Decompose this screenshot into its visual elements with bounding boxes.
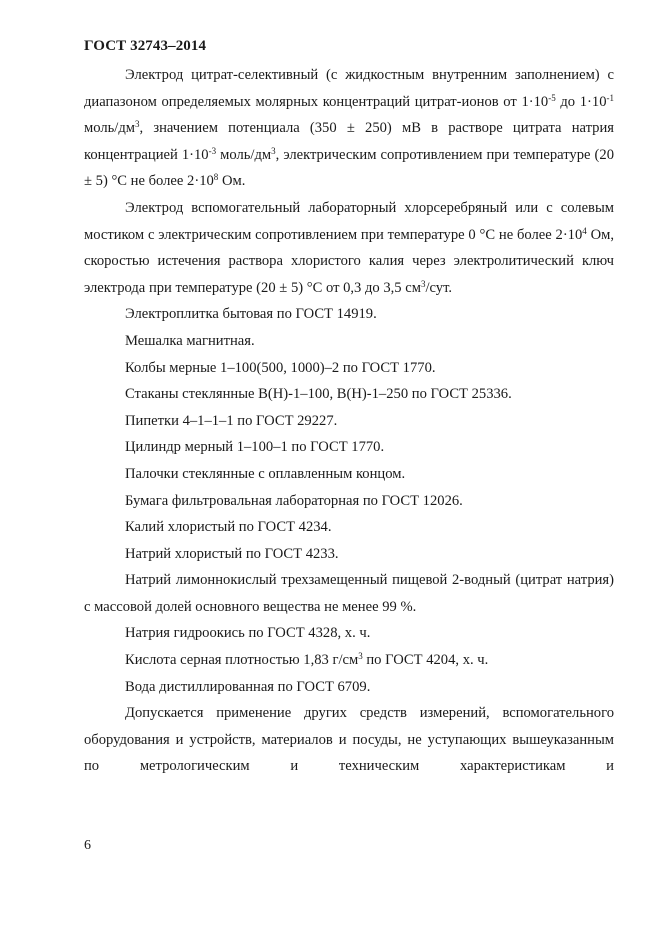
list-item: Мешалка магнитная. xyxy=(125,332,255,349)
list-item: Бумага фильтровальная лабораторная по ГОСТ 12026. xyxy=(125,492,463,509)
list-item: Колбы мерные 1–100(500, 1000)–2 по ГОСТ 1770. xyxy=(125,359,436,376)
list-item: Натрий хлористый по ГОСТ 4233. xyxy=(125,545,339,562)
list-item: Палочки стеклянные с оплавленным концом. xyxy=(125,465,406,482)
list-item: Пипетки 4–1–1–1 по ГОСТ 29227. xyxy=(125,412,338,429)
paragraph-sodium-citrate: Натрий лимоннокислый трехзамещенный пищевой 2-водный (цитрат натрия) с массовой долей основного вещества не менее 99 %. xyxy=(84,572,614,615)
list-item: Калий хлористый по ГОСТ 4234. xyxy=(125,519,332,536)
list-item: Стаканы стеклянные В(Н)-1–100, В(Н)-1–250 по ГОСТ 25336. xyxy=(125,386,512,403)
list-item-water: Вода дистиллированная по ГОСТ 6709. xyxy=(125,678,371,695)
page-number: 6 xyxy=(84,838,91,853)
paragraph-aux-electrode: Электрод вспомогательный лабораторный хлорсеребряный или с солевым мостиком с электрическим сопротивлением при температуре 0 °С не более $2\cdot 10^4$ Ом, скоростью истечения раствора хлористого калия через электролитический ключ электрода при температуре (20 ± 5) °С от 0,3 до 3,5 $см^3$/сут. xyxy=(84,199,614,296)
document-header: ГОСТ 32743–2014 xyxy=(84,38,207,54)
document-body xyxy=(84,62,614,780)
list-item: Электроплитка бытовая по ГОСТ 14919. xyxy=(125,306,377,323)
paragraph-allowed-substitutes: Допускается применение других средств измерений, вспомогательного оборудования и устройств, материалов и посуды, не уступающих вышеуказанным по метрологическим и техническим характеристикам и xyxy=(84,705,614,775)
paragraph-citrate-electrode: Электрод цитрат-селективный (с жидкостным внутренним заполнением) с диапазоном определяемых молярных концентраций цитрат-ионов от $1\cdot 10^{-5}$ до $1\cdot 10^{-1}$ моль/$дм^3$, значением потенциала (350 ± 250) мВ в растворе цитрата натрия концентрацией $1\cdot 10^{-3}$ моль/$дм^3$, электрическим сопротивлением при температуре (20 ± 5) °С не более $2\cdot 10^8$ Ом. xyxy=(84,67,614,190)
list-item-sodium-hydroxide: Натрия гидроокись по ГОСТ 4328, х. ч. xyxy=(125,625,371,642)
list-item: Цилиндр мерный 1–100–1 по ГОСТ 1770. xyxy=(125,439,385,456)
list-item-sulfuric-acid: Кислота серная плотностью 1,83 $г/см^3$ по ГОСТ 4204, х. ч. xyxy=(125,651,489,669)
